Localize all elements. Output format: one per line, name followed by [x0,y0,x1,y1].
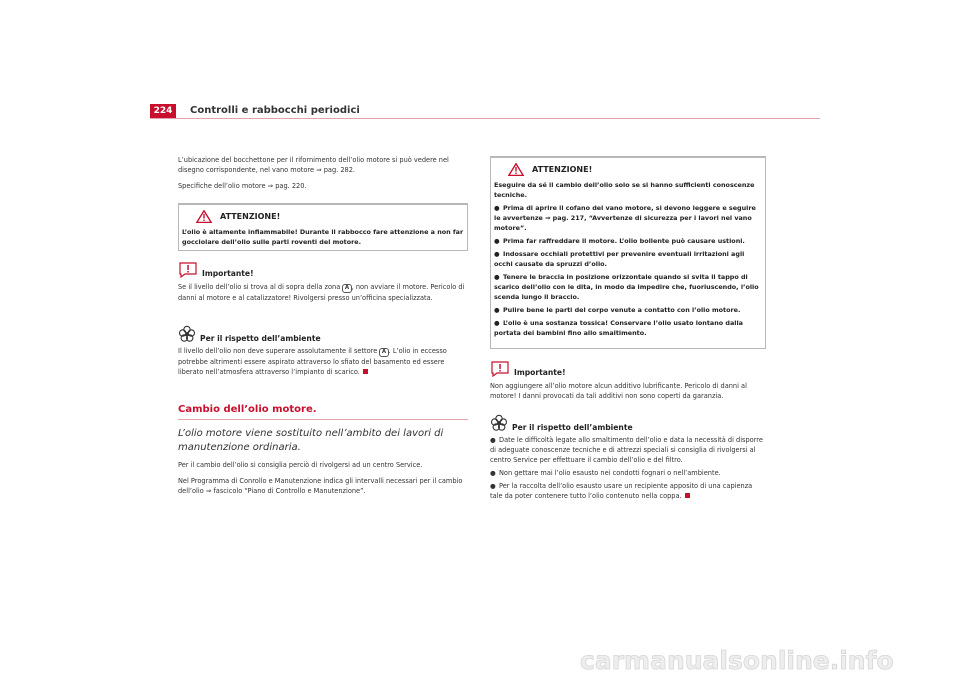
important-title: Importante! [202,269,254,278]
warning-triangle-icon [196,210,212,223]
page-number: 224 [150,104,176,118]
important-text: Non aggiungere all’olio motore alcun additivo lubrificante. Pericolo di danni al motore! I danni provocati da tali additivi non sono coperti da garanzia. [490,382,747,400]
intro-paragraph: Specifiche dell’olio motore ⇒ pag. 220. [178,182,307,190]
watermark [580,645,950,675]
header-divider [150,118,820,119]
warning-bullet: ● Prima far raffreddare il motore. L’olio bollente può causare ustioni. [494,237,745,245]
svg-text:carmanualsonline.info: carmanualsonline.info [580,646,894,675]
section-paragraph: Nel Programma di Conrollo e Manutenzione indica gli intervalli necessari per il cambio dell’olio ⇒ fascicolo “Piano di Controllo e Manutenzione”. [178,477,463,495]
important-note [490,361,766,401]
warning-title: ATTENZIONE! [220,211,281,221]
end-of-section-marker [685,493,690,498]
end-of-section-marker [363,369,368,374]
environment-note [490,414,766,501]
warning-bullet: ● Pulire bene le parti del corpo venute a contatto con l’olio motore. [494,306,741,314]
warning-bullet: ● Indossare occhiali protettivi per prevenire eventuali irritazioni agli occhi causate da spruzzi d’olio. [494,250,745,268]
section-intro: L’olio motore viene sostituito nell’ambito dei lavori di manutenzione ordinaria. [178,428,444,453]
warning-bullet: ● Prima di aprire il cofano del vano motore, si devono leggere e seguire le avvertenze ⇒ pag. 217, “Avvertenze di sicurezza per i lavori nel vano motore”. [494,204,756,232]
warning-bullet: ● Tenere le braccia in posizione orizzontale quando si svita il tappo di scarico dell’olio con le dita, in modo da impedire che, fuoriuscendo, l’olio scenda lungo il braccio. [494,273,759,301]
warning-box [178,203,468,251]
flower-icon [178,325,196,343]
section-divider [178,419,468,420]
section-oil-change [178,404,468,502]
left-intro [178,155,468,197]
warning-box [490,156,766,349]
zone-a-marker: A [342,284,351,293]
warning-lead: Eseguire da sé il cambio dell’olio solo se si hanno sufficienti conoscenze tecniche. [494,181,755,199]
environment-bullet: ● Non gettare mai l’olio esausto nei condotti fognari o nell’ambiente. [490,469,721,477]
environment-note [178,325,468,377]
section-paragraph: Per il cambio dell’olio si consiglia perciò di rivolgersi ad un centro Service. [178,461,423,469]
important-text-start: Se il livello dell’olio si trova al di sopra della zona [178,283,341,291]
important-text-end: , non avviare il motore. Pericolo di danni al motore e al catalizzatore! Rivolgersi presso un’officina specializzata. [178,283,465,302]
intro-paragraph: L’ubicazione del bocchettone per il rifornimento dell’olio motore si può vedere nel disegno corrispondente, nel vano motore ⇒ pag. 282. [178,156,449,174]
environment-text-end: . L’olio in eccesso potrebbe altrimenti essere aspirato attraverso lo sfiato del basamento ed essere liberato nell’atmosfera attraverso l’impianto di scarico. [178,347,447,376]
warning-bullet: ● L’olio è una sostanza tossica! Conservare l’olio usato lontano dalla portata dei bambini fino allo smaltimento. [494,319,743,337]
warning-text: L’olio è altamente infiammabile! Durante il rabbocco fare attenzione a non far gocciolare dell’olio sulle parti roventi del motore. [182,228,464,246]
important-icon [490,361,510,377]
zone-a-marker: A [379,348,388,357]
warning-title: ATTENZIONE! [532,164,593,174]
important-icon [178,262,198,278]
environment-text-start: Il livello dell’olio non deve superare assolutamente il settore [178,347,378,355]
important-note [178,262,468,303]
important-title: Importante! [514,368,566,377]
warning-triangle-icon [508,163,524,176]
flower-icon [490,414,508,432]
environment-bullet: ● Per la raccolta dell’olio esausto usare un recipiente apposito di una capienza tale da poter contenere tutto l’olio contenuto nella coppa. [490,482,753,500]
environment-title: Per il rispetto dell’ambiente [200,334,321,343]
environment-bullet: ● Date le difficoltà legate allo smaltimento dell’olio e data la necessità di disporre di adeguate conoscenze tecniche e di attrezzi speciali si consiglia di rivolgersi al centro Service per effettuare il cambio dell’olio e del filtro. [490,436,763,464]
page-title: Controlli e rabbocchi periodici [190,105,360,116]
section-title: Cambio dell’olio motore. [178,404,317,415]
environment-title: Per il rispetto dell’ambiente [512,423,633,432]
watermark-text [580,645,950,675]
